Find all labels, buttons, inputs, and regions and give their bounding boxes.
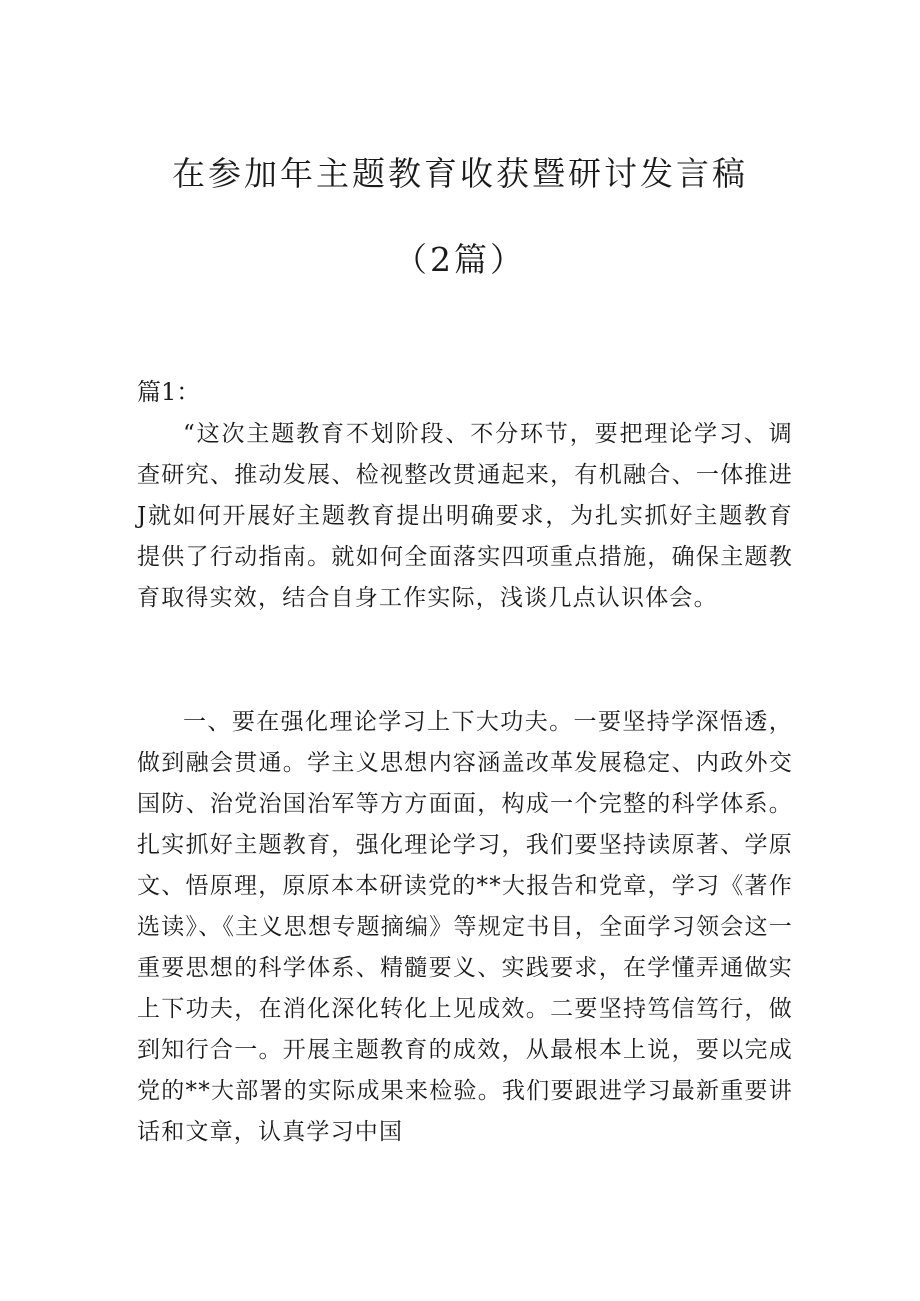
document-title: 在参加年主题教育收获暨研讨发言稿 [172, 154, 748, 193]
paragraph-theory-study: 一、要在强化理论学习上下大功夫。一要坚持学深悟透，做到融会贯通。学主义思想内容涵盖改革发展稳定、内政外交国防、治党治国治军等方方面面，构成一个完整的科学体系。扎实抓好主题教育，强化理论学习，我们要坚持读原著、学原文、悟原理，原原本本研读党的**大报告和党章，学习《著作选读》、《主义思想专题摘编》等规定书目，全面学习领会这一重要思想的科学体系、精髓要义、实践要求，在学懂弄通做实上下功夫，在消化深化转化上见成效。二要坚持笃信笃行，做到知行合一。开展主题教育的成效，从最根本上说，要以完成党的**大部署的实际成果来检验。我们要跟进学习最新重要讲话和文章，认真学习中国 [137, 709, 793, 1145]
section-label: 篇1： [137, 378, 201, 406]
paragraph-intro: “这次主题教育不划阶段、不分环节，要把理论学习、调查研究、推动发展、检视整改贯通起来，有机融合、一体推进J就如何开展好主题教育提出明确要求，为扎实抓好主题教育提供了行动指南。就如何全面落实四项重点措施，确保主题教育取得实效，结合自身工作实际，浅谈几点认识体会。 [137, 421, 793, 611]
document-subtitle: （2篇） [394, 240, 526, 279]
